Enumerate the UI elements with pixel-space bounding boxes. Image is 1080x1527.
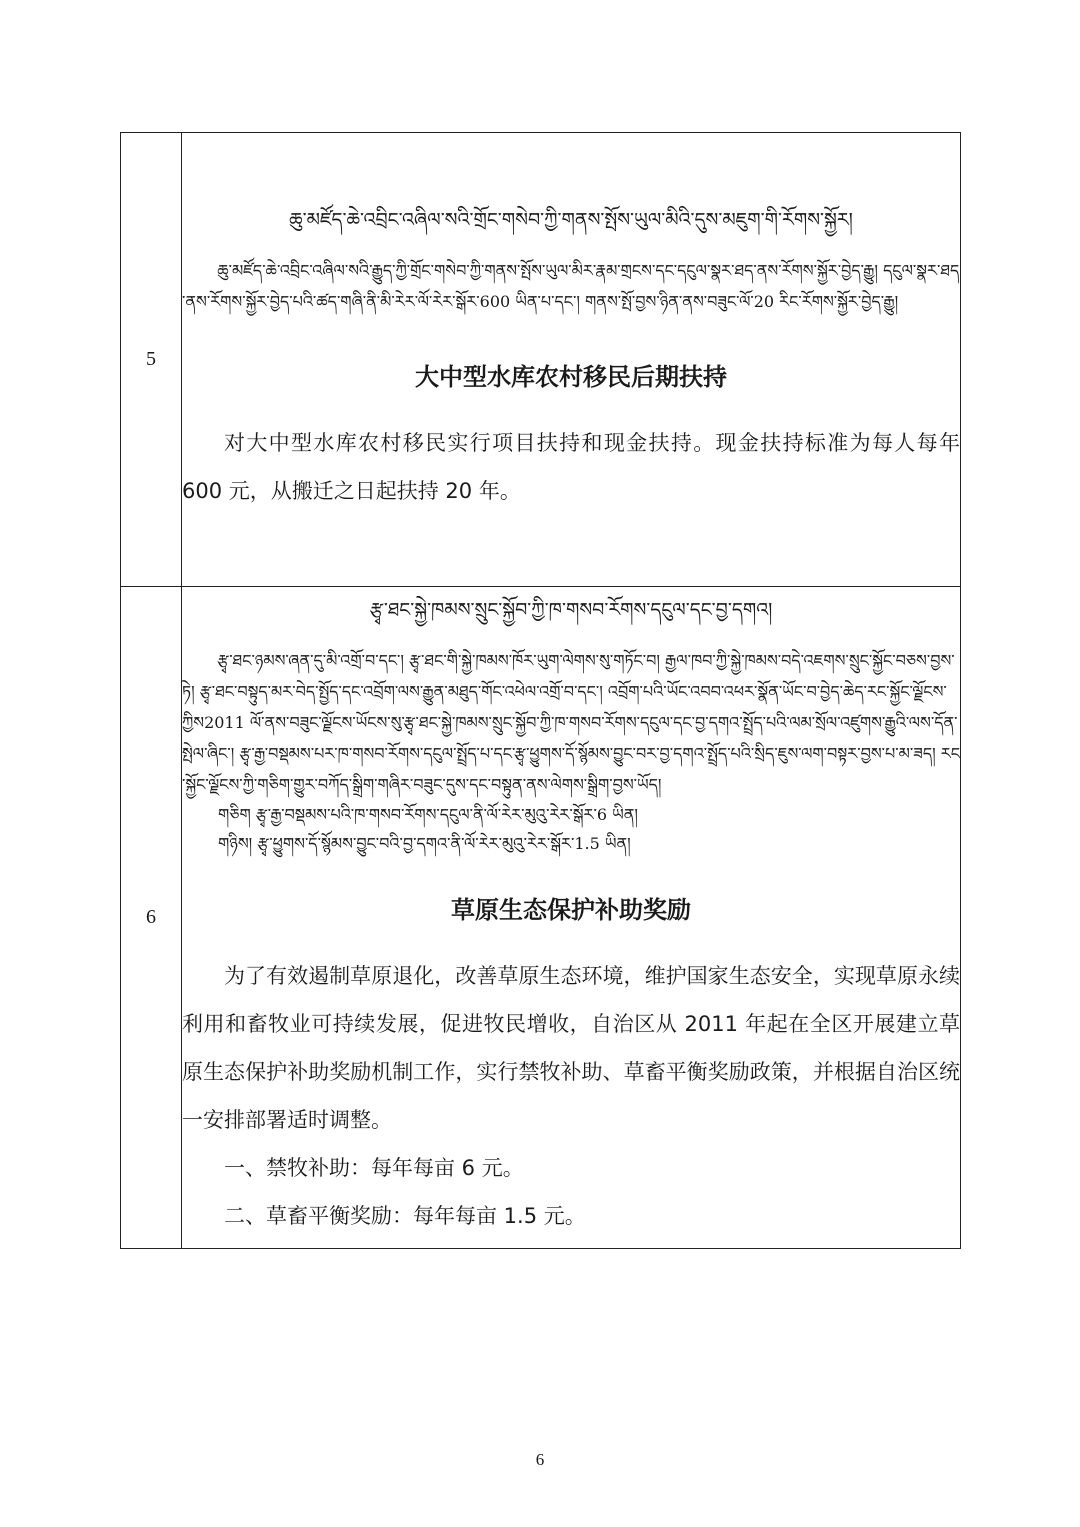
tibetan-paragraph: ཆུ་མཛོད་ཆེ་འབྲིང་འཞིལ་སའི་རྒྱུད་ཀྱི་གྲོང་གསེབ་ཀྱི་གནས་སྤོས་ཡུལ་མིར་རྣམ་གྲངས་དང་དངུལ་སྣར་ཐད་ནས་རོགས་སྐྱོར་བྱེད་རྒྱུ། དངུལ་སྣར་ཐད་ནས་རོགས་སྐྱོར་བྱེད་པའི་ཚད་གཞི་ནི་མི་རེར་ལོ་རེར་སྒོར་600 ཡིན་པ་དང་། གནས་སྤོ་བྱས་ཉིན་ནས་བཟུང་ལོ་20 རིང་རོགས་སྐྱོར་བྱེད་རྒྱུ། [182, 260, 960, 311]
page-number: 6 [535, 1450, 545, 1469]
chinese-paragraph: 对大中型水库农村移民实行项目扶持和现金扶持。现金扶持标准为每人每年 600 元，从搬迁之日起扶持 20 年。 [182, 430, 960, 503]
chinese-list-item: 一、禁牧补助：每年每亩 6 元。 [224, 1156, 524, 1180]
row-number: 6 [121, 587, 182, 1249]
tibetan-paragraph: རྩྭ་ཐང་ཉམས་ཞན་དུ་མི་འགྲོ་བ་དང་། རྩྭ་ཐང་གི་སྐྱེ་ཁམས་ཁོར་ཡུག་ལེགས་སུ་གཏོང་བ། རྒྱལ་ཁབ་ཀྱི་སྐྱེ་ཁམས་བདེ་འཇགས་སྲུང་སྐྱོང་བཅས་བྱས་ཏེ། རྩྭ་ཐང་བསྟུད་མར་བེད་སྤྱོད་དང་འབྲོག་ལས་རྒྱུན་མཐུད་གོང་འཕེལ་འགྲོ་བ་དང་། འབྲོག་པའི་ཡོང་འབབ་འཕར་སྣོན་ཡོང་བ་བྱེད་ཆེད་རང་སྐྱོང་ལྗོངས་ཀྱིས2011 ལོ་ནས་བཟུང་ལྗོངས་ཡོངས་སུ་རྩྭ་ཐང་སྐྱེ་ཁམས་སྲུང་སྐྱོབ་ཀྱི་ཁ་གསབ་རོགས་དངུལ་དང་བྱ་དགའ་སྤྲོད་པའི་ལམ་སྲོལ་འཛུགས་རྒྱུའི་ལས་དོན་སྤེལ་ཞིང་། རྩྭ་རྒྱ་བསྡམས་པར་ཁ་གསབ་རོགས་དངུལ་སྤྲོད་པ་དང་རྩྭ་ཕྱུགས་དོ་སྙོམས་བྱུང་བར་བྱ་དགའ་སྤྲོད་པའི་སྲིད་ཇུས་ལག་བསྟར་བྱས་པ་མ་ཟད། རང་སྐྱོང་ལྗོངས་ཀྱི་གཅིག་གྱུར་བཀོད་སྒྲིག་གཞིར་བཟུང་དུས་དང་བསྟུན་ནས་ལེགས་སྒྲིག་བྱས་ཡོད། [182, 651, 960, 794]
row-number: 5 [121, 133, 182, 587]
row-content [182, 587, 961, 1249]
chinese-list-item: 二、草畜平衡奖励：每年每亩 1.5 元。 [224, 1204, 586, 1228]
chinese-title: 大中型水库农村移民后期扶持 [415, 362, 727, 391]
table-row [121, 133, 961, 587]
tibetan-list-item: གཉིས། རྩྭ་ཕྱུགས་དོ་སྙོམས་བྱུང་བའི་བྱ་དགའ་ནི་ལོ་རེར་མུའུ་རེར་སྒོར་1.5 ཡིན། [218, 834, 631, 853]
tibetan-title: རྩྭ་ཐང་སྐྱེ་ཁམས་སྲུང་སྐྱོབ་ཀྱི་ཁ་གསབ་རོགས་དངུལ་དང་བྱ་དགའ། [369, 599, 773, 621]
chinese-paragraph: 为了有效遏制草原退化，改善草原生态环境，维护国家生态安全，实现草原永续利用和畜牧业可持续发展，促进牧民增收，自治区从 2011 年起在全区开展建立草原生态保护补助奖励机制工作，实行禁牧补助、草畜平衡奖励政策，并根据自治区统一安排部署适时调整。 [182, 964, 960, 1132]
tibetan-title: ཆུ་མཛོད་ཆེ་འབྲིང་འཞིལ་སའི་གྲོང་གསེབ་ཀྱི་གནས་སྤོས་ཡུལ་མིའི་དུས་མཇུག་གི་རོགས་སྐྱོར། [289, 208, 853, 231]
row-content [182, 133, 961, 587]
tibetan-list-item: གཅིག རྩྭ་རྒྱ་བསྡམས་པའི་ཁ་གསབ་རོགས་དངུལ་ནི་ལོ་རེར་མུའུ་རེར་སྒོར་6 ཡིན། [218, 805, 638, 824]
policy-table [120, 132, 961, 1249]
chinese-title: 草原生态保护补助奖励 [451, 896, 691, 924]
table-row [121, 587, 961, 1249]
